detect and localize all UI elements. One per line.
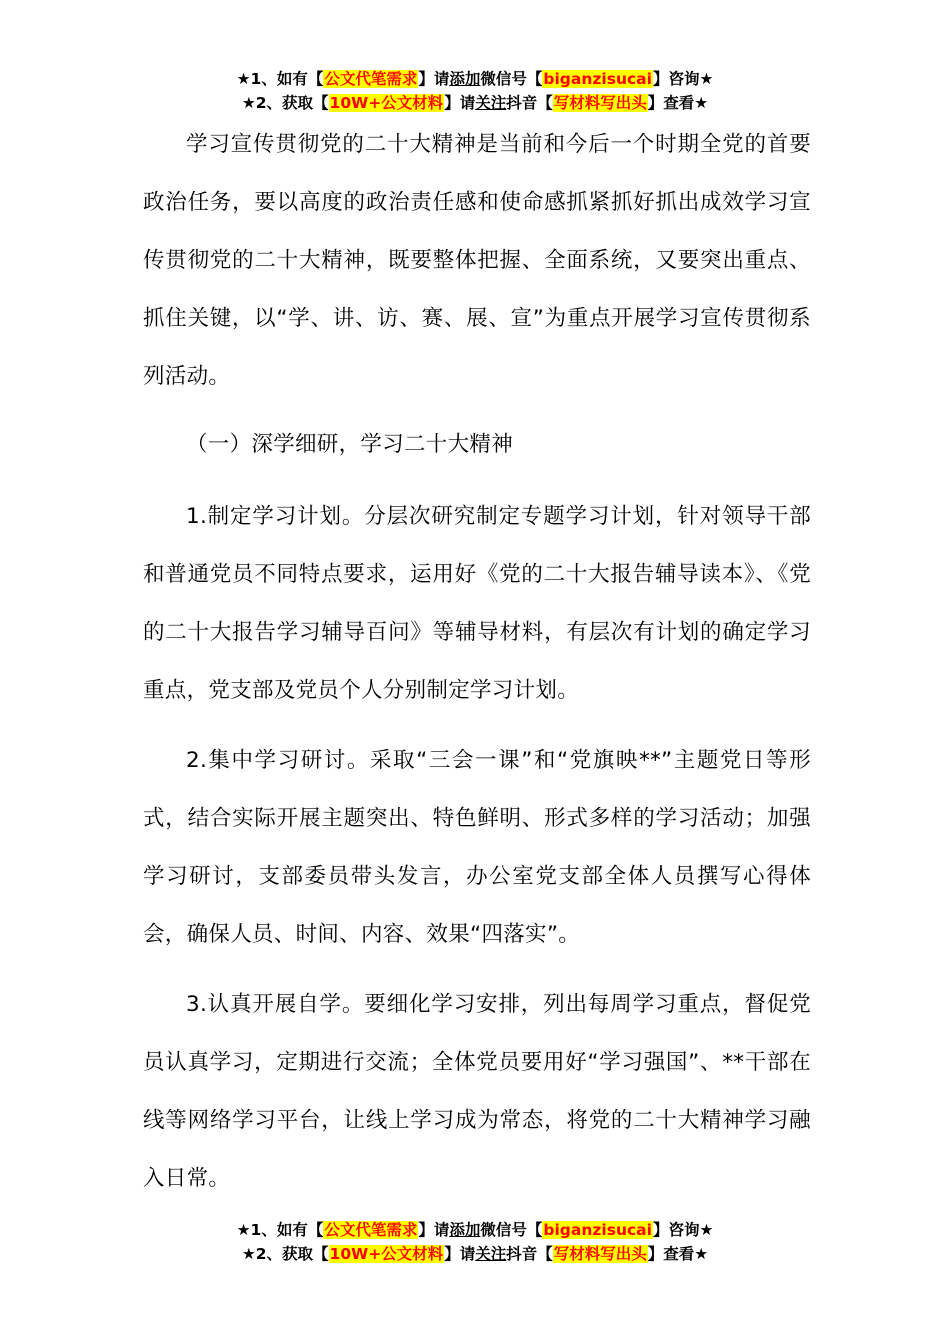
banner-highlight: 10W+公文材料 <box>329 94 444 112</box>
banner-douyin-id: 写材料写出头 <box>553 94 647 112</box>
intro-paragraph: 学习宣传贯彻党的二十大精神是当前和今后一个时期全党的首要政治任务，要以高度的政治责任感和使命感抓紧抓好抓出成效学习宣传贯彻党的二十大精神，既要整体把握、全面系统，又要突出重点、抓住关键，以“学、讲、访、赛、展、宣”为重点开展学习宣传贯彻系列活动。 <box>143 132 811 389</box>
banner-highlight: 10W+公文材料 <box>329 1245 444 1263</box>
banner-highlight: 公文代笔需求 <box>324 1221 418 1239</box>
bottom-banner <box>0 1218 950 1266</box>
banner-wechat-id: biganzisucai <box>543 70 652 88</box>
banner-line-1: ★1、如有【公文代笔需求】请添加微信号【biganzisucai】咨询★ <box>236 70 714 88</box>
section-heading: （一）深学细研，学习二十大精神 <box>186 432 514 457</box>
banner-line-1: ★1、如有【公文代笔需求】请添加微信号【biganzisucai】咨询★ <box>236 1221 714 1239</box>
banner-wechat-id: biganzisucai <box>543 1221 652 1239</box>
banner-douyin-id: 写材料写出头 <box>553 1245 647 1263</box>
list-item: 2.集中学习研讨。采取“三会一课”和“党旗映**”主题党日等形式，结合实际开展主题突出、特色鲜明、形式多样的学习活动；加强学习研讨，支部委员带头发言，办公室党支部全体人员撰写心得体会，确保人员、时间、内容、效果“四落实”。 <box>143 748 811 947</box>
document-body <box>143 116 811 1208</box>
list-item: 3.认真开展自学。要细化学习安排，列出每周学习重点，督促党员认真学习，定期进行交流；全体党员要用好“学习强国”、**干部在线等网络学习平台，让线上学习成为常态，将党的二十大精神学习融入日常。 <box>143 992 811 1191</box>
banner-line-2: ★2、获取【10W+公文材料】请关注抖音【写材料写出头】查看★ <box>241 94 709 112</box>
top-banner <box>0 67 950 115</box>
list-item: 1.制定学习计划。分层次研究制定专题学习计划，针对领导干部和普通党员不同特点要求，运用好《党的二十大报告辅导读本》、《党的二十大报告学习辅导百问》等辅导材料，有层次有计划的确定学习重点，党支部及党员个人分别制定学习计划。 <box>143 504 811 703</box>
banner-highlight: 公文代笔需求 <box>324 70 418 88</box>
banner-line-2: ★2、获取【10W+公文材料】请关注抖音【写材料写出头】查看★ <box>241 1245 709 1263</box>
